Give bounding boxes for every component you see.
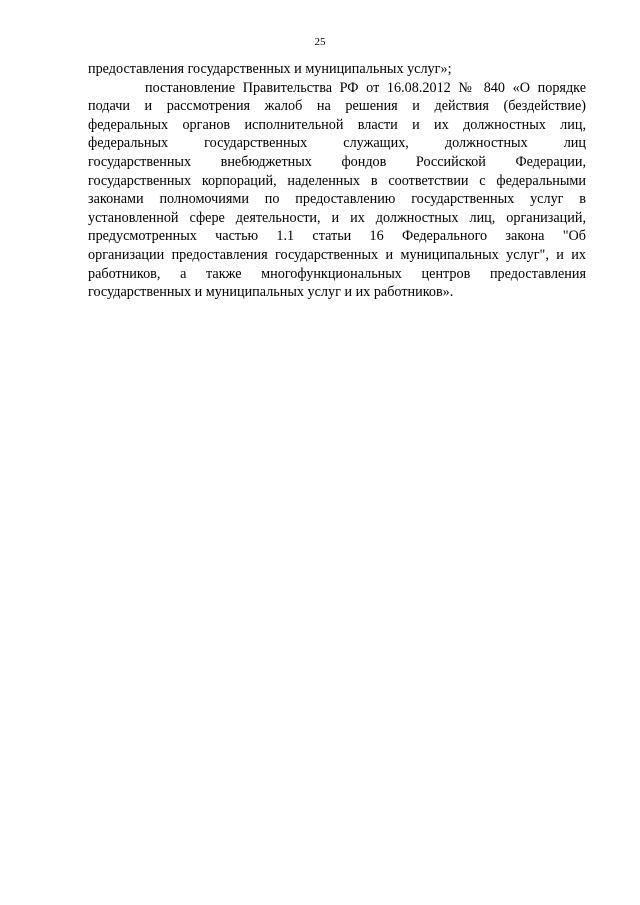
text-line: государственных внебюджетных фондов Российской Федерации, [88,153,586,170]
text-line: организации предоставления государственных и муниципальных услуг", и их [88,246,586,263]
page-number: 25 [314,36,326,48]
paragraph-2 [88,79,586,302]
text-line: законами полномочиями по предоставлению государственных услуг в [88,191,586,208]
text-line: государственных корпораций, наделенных в соответствии с федеральными [88,172,586,189]
text-line: установленной сфере деятельности, и их должностных лиц, организаций, [88,209,586,226]
text-line: подачи и рассмотрения жалоб на решения и действия (бездействие) [88,98,586,115]
text-line: постановление Правительства РФ от 16.08.2012 № 840 «О порядке [145,79,586,96]
document-body [88,60,586,302]
text-line: работников, а также многофункциональных центров предоставления [88,265,586,282]
text-line: предоставления государственных и муниципальных услуг»; [88,61,452,77]
paragraph-1 [88,60,586,79]
text-line: предусмотренных частью 1.1 статьи 16 Федерального закона "Об [88,228,586,245]
text-line: федеральных органов исполнительной власти и их должностных лиц, [88,116,586,133]
text-line: федеральных государственных служащих, должностных лиц [88,135,586,152]
text-line: государственных и муниципальных услуг и их работников». [88,284,454,301]
